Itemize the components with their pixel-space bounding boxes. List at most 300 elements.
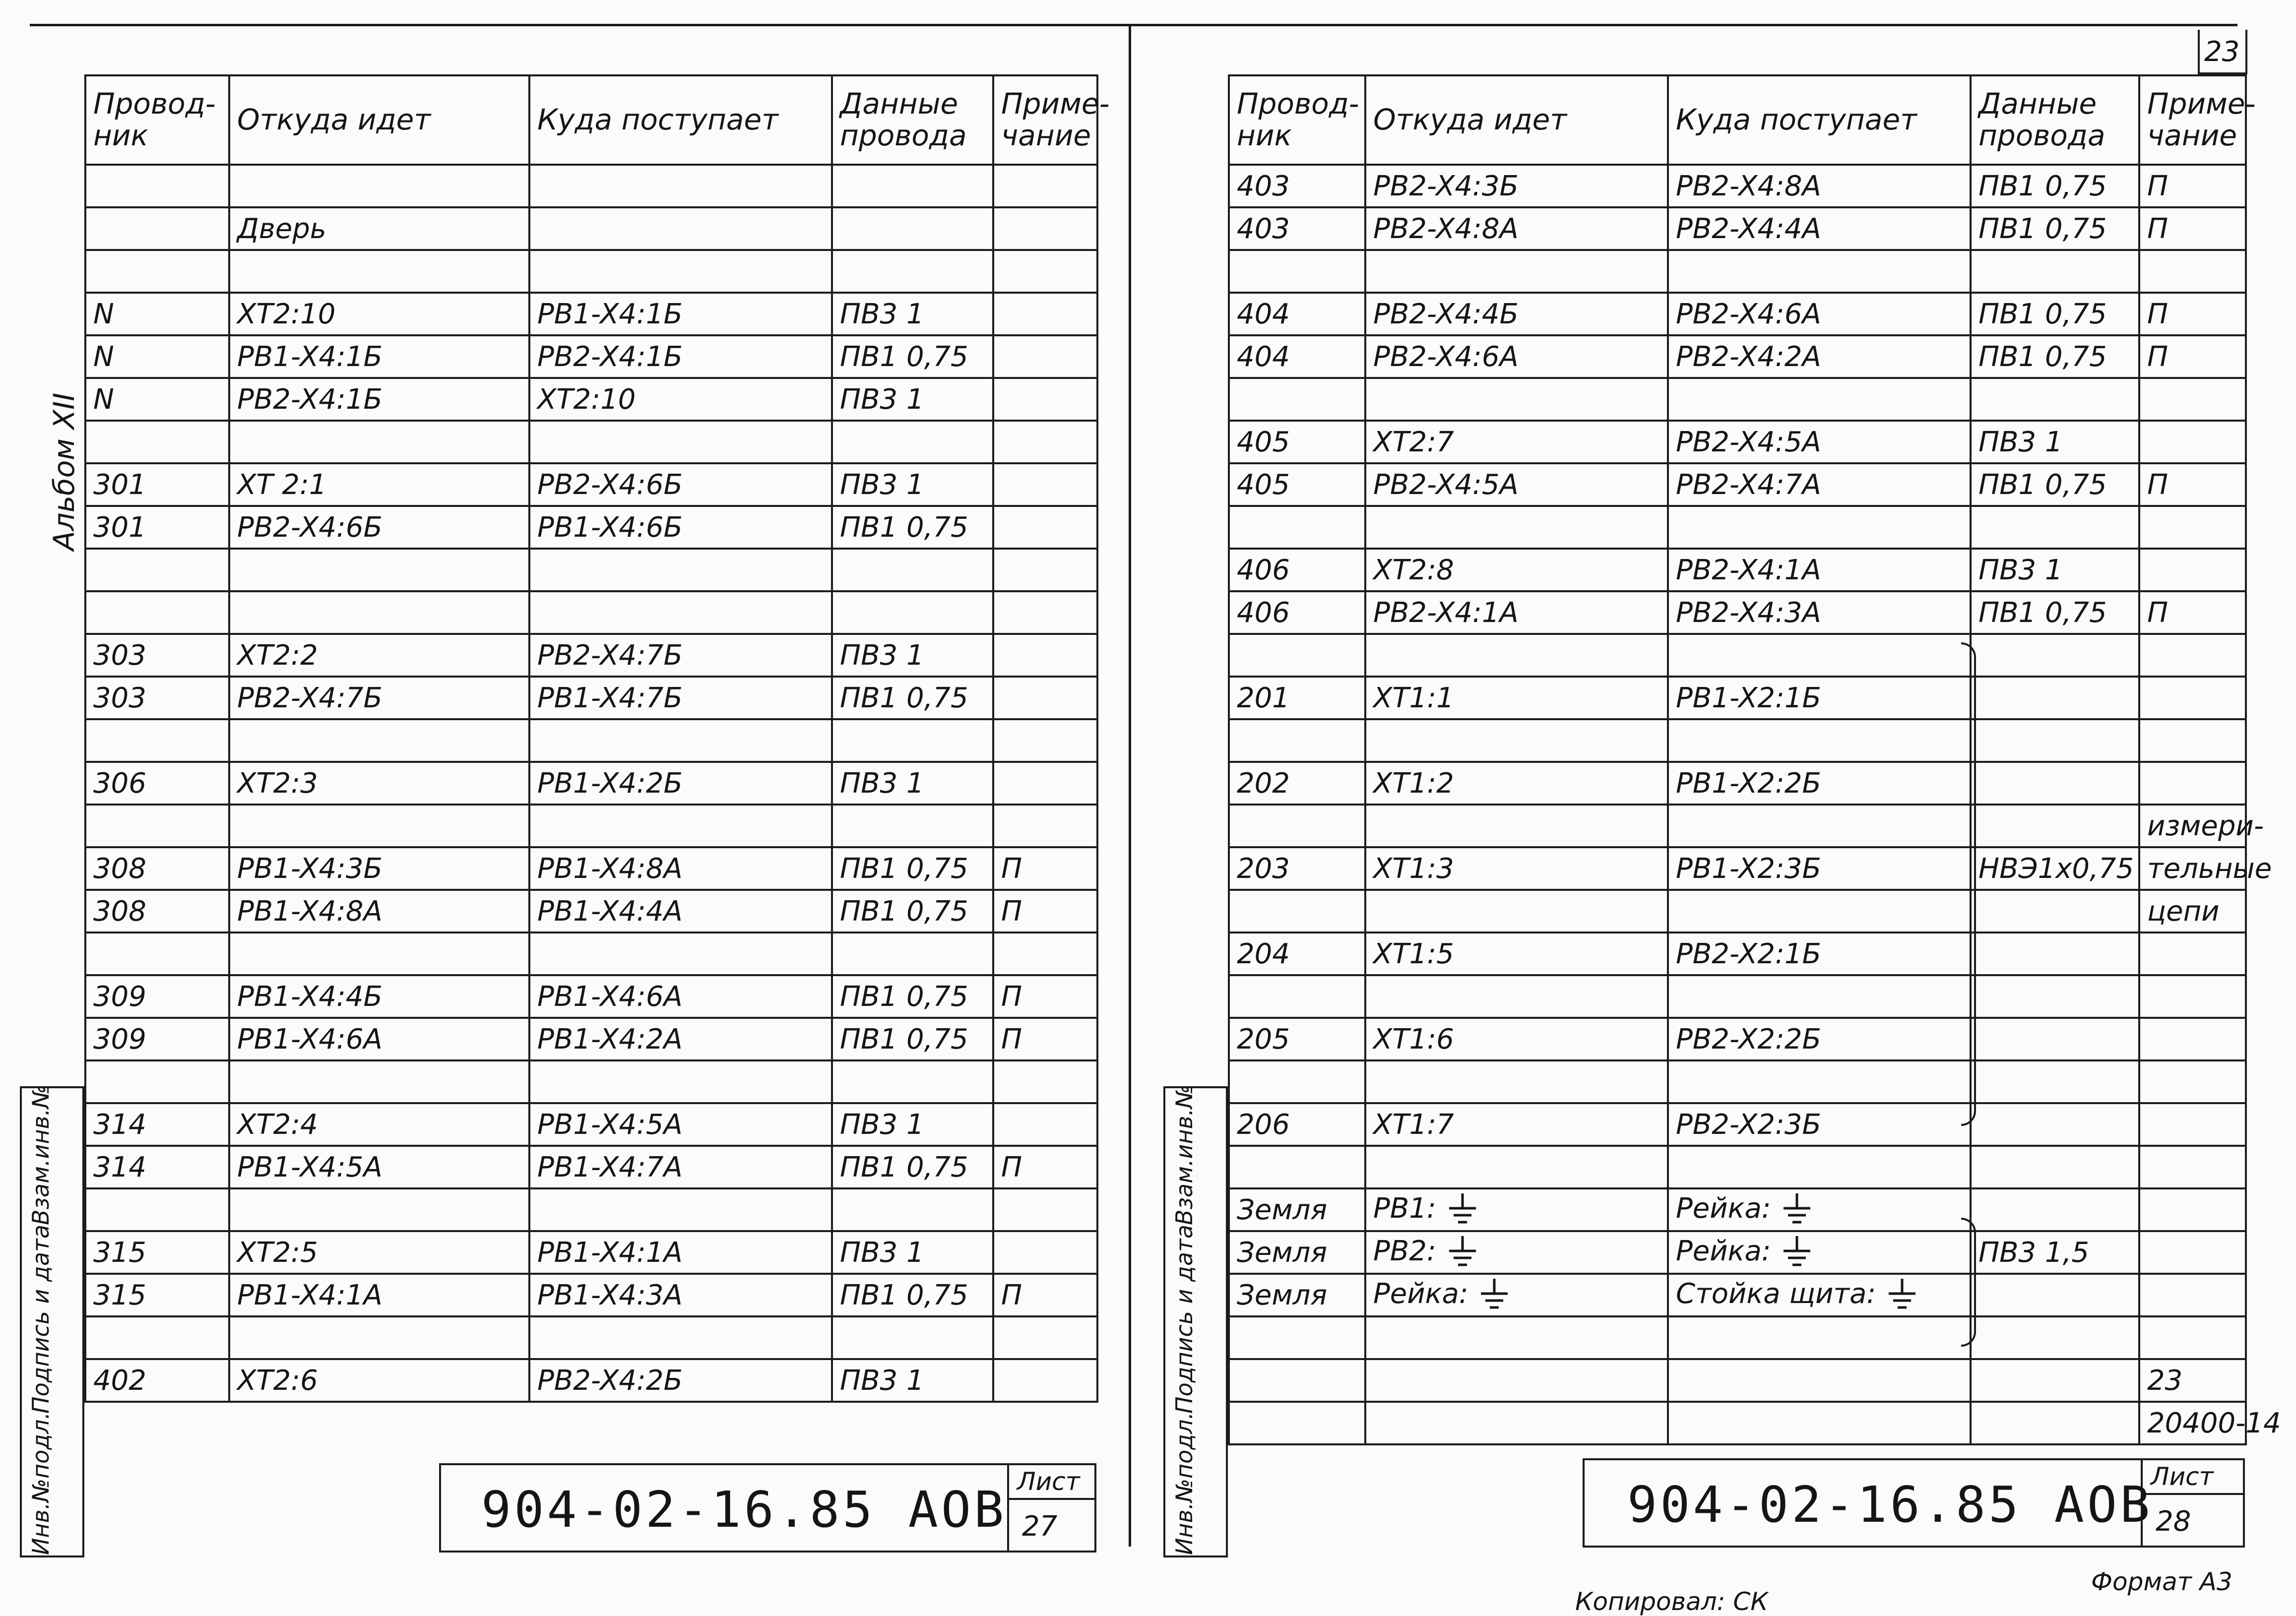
header-note: Приме-чание	[2139, 75, 2246, 165]
header-wire: Провод-ник	[85, 75, 229, 165]
cell-from	[229, 1103, 529, 1146]
cell-to	[529, 207, 832, 250]
cell-from-text: XT1:3	[1373, 852, 1454, 885]
table-row	[85, 762, 1097, 805]
right-sheet	[1171, 36, 2281, 1616]
table-row	[1229, 1018, 2246, 1060]
cell-wire	[85, 207, 229, 250]
cell-wire-text: 404	[1237, 340, 1290, 373]
cell-to	[1668, 1146, 1971, 1188]
cell-to-text: Рейка:	[1676, 1192, 1771, 1225]
cell-note	[993, 549, 1097, 591]
cell-wire-data	[832, 975, 993, 1018]
cell-wire	[85, 1188, 229, 1231]
cell-wire-data	[832, 932, 993, 975]
cell-wire-text: 202	[1237, 767, 1290, 800]
cell-from-text: PB1-X4:4Б	[237, 980, 383, 1013]
cell-note	[993, 335, 1097, 378]
cell-note	[2139, 335, 2246, 378]
cell-wire-data-text: ПВ1 0,75	[840, 1279, 968, 1311]
cell-to-text: PB2-X4:3A	[1676, 596, 1821, 629]
cell-wire-data-text: ПВ1 0,75	[1978, 298, 2107, 330]
cell-wire-text: 308	[93, 852, 146, 885]
cell-from-text: XT2:8	[1373, 554, 1454, 586]
cell-wire-data-text: ПВ1 0,75	[840, 980, 968, 1013]
cell-to	[529, 1274, 832, 1316]
cell-wire-data	[832, 293, 993, 335]
cell-wire-text: 402	[93, 1364, 146, 1397]
cell-wire-data	[832, 335, 993, 378]
cell-to	[1668, 207, 1971, 250]
left-title-divider	[1007, 1463, 1009, 1553]
cell-to	[529, 847, 832, 890]
cell-wire	[1229, 421, 1365, 463]
cell-wire-text: 204	[1237, 937, 1290, 970]
table-row	[85, 250, 1097, 293]
cell-to	[529, 335, 832, 378]
cell-from-text: PB2-X4:6A	[1373, 340, 1519, 373]
table-row	[1229, 890, 2246, 932]
cell-wire-data-text: ПВ1 0,75	[840, 1151, 968, 1183]
cell-note	[993, 421, 1097, 463]
cell-wire	[1229, 165, 1365, 207]
cell-from-text: PB2-X4:4Б	[1373, 298, 1519, 330]
ground-icon	[1780, 1192, 1814, 1227]
cell-wire	[1229, 335, 1365, 378]
cell-to	[1668, 847, 1971, 890]
cell-wire-text: 403	[1237, 170, 1290, 202]
cell-wire-data	[1971, 932, 2139, 975]
cell-from	[229, 762, 529, 805]
right-stamp-replace: Взам.инв.№	[1171, 1084, 1198, 1225]
cell-to	[1668, 506, 1971, 549]
top-frame-line	[30, 24, 2237, 26]
header-to: Куда поступает	[529, 75, 832, 165]
cell-wire-data-text: ПВ3 1	[1978, 554, 2063, 586]
cell-from	[1365, 1188, 1668, 1231]
cell-wire-data	[1971, 335, 2139, 378]
cell-wire-data	[832, 506, 993, 549]
cell-wire-data	[832, 1231, 993, 1274]
cell-to	[529, 506, 832, 549]
cell-from	[1365, 677, 1668, 719]
cell-to	[1668, 1018, 1971, 1060]
cell-to	[529, 719, 832, 762]
cell-wire-data	[1971, 549, 2139, 591]
cell-from-text: PB1-X4:6A	[237, 1023, 383, 1056]
cell-from	[229, 463, 529, 506]
cell-wire	[1229, 506, 1365, 549]
cell-wire-data	[1971, 762, 2139, 805]
cell-from-text: PB2-X4:1A	[1373, 596, 1519, 629]
cell-from-text: XT1:7	[1373, 1108, 1454, 1141]
cell-to	[1668, 1188, 1971, 1231]
cell-to	[529, 1188, 832, 1231]
table-row	[1229, 165, 2246, 207]
cell-wire-text: N	[93, 383, 114, 416]
table-row	[85, 1060, 1097, 1103]
cell-wire-data	[832, 1359, 993, 1402]
cell-wire	[1229, 1231, 1365, 1274]
cell-wire	[1229, 932, 1365, 975]
cell-wire-data-text: ПВ1 0,75	[840, 1023, 968, 1056]
cell-wire-text: 406	[1237, 554, 1290, 586]
cell-to-text: PB1-X4:6A	[537, 980, 683, 1013]
header-wire: Провод-ник	[1229, 75, 1365, 165]
cell-note	[993, 762, 1097, 805]
cell-to-text: PB1-X4:3A	[537, 1279, 683, 1311]
cell-note	[993, 847, 1097, 890]
cell-to-text: PB2-X4:1A	[1676, 554, 1821, 586]
table-row	[1229, 677, 2246, 719]
cell-from	[1365, 890, 1668, 932]
left-stamp-sign: Подпись и дата	[27, 1224, 54, 1414]
cell-to	[1668, 762, 1971, 805]
table-row	[1229, 1060, 2246, 1103]
cell-wire-data	[1971, 1316, 2139, 1359]
cell-wire	[1229, 1060, 1365, 1103]
left-stamp-replace: Взам.инв.№	[27, 1084, 54, 1225]
cell-note-text: П	[2147, 212, 2168, 245]
cell-note-text: П	[1001, 1279, 1022, 1311]
cell-note	[993, 207, 1097, 250]
cell-to	[1668, 293, 1971, 335]
cell-from	[1365, 1103, 1668, 1146]
cell-note	[2139, 719, 2246, 762]
cell-wire	[85, 1316, 229, 1359]
cell-from	[1365, 762, 1668, 805]
cell-wire-text: 306	[93, 767, 146, 800]
cell-from-text: XT2:10	[237, 298, 336, 330]
cell-note-text: измери-	[2147, 809, 2264, 842]
left-sheet-number: 27	[1022, 1510, 1058, 1543]
cell-wire-data-text: ПВ3 1	[840, 639, 924, 672]
format-label: Формат А3	[2091, 1567, 2232, 1596]
cell-to-text: PB2-X4:8A	[1676, 170, 1821, 202]
cell-wire-text: 301	[93, 511, 146, 544]
right-table-body	[1229, 165, 2281, 1444]
cell-from	[1365, 1146, 1668, 1188]
cell-from	[1365, 634, 1668, 677]
cell-wire-data	[1971, 1231, 2139, 1274]
cell-wire-data	[832, 890, 993, 932]
cell-to-text: PB2-X2:2Б	[1676, 1023, 1821, 1056]
cell-from	[229, 421, 529, 463]
cell-from-text: PB2-X4:3Б	[1373, 170, 1519, 202]
cell-wire	[1229, 634, 1365, 677]
cell-note	[993, 1103, 1097, 1146]
table-row	[85, 1018, 1097, 1060]
cell-note	[993, 165, 1097, 207]
table-row	[1229, 506, 2246, 549]
table-row	[85, 421, 1097, 463]
cell-wire-data	[832, 1316, 993, 1359]
cell-wire-text: 406	[1237, 596, 1290, 629]
cell-wire-data	[1971, 805, 2139, 847]
table-row	[1229, 975, 2246, 1018]
cell-from-text: XT2:4	[237, 1108, 318, 1141]
table-row	[1229, 847, 2246, 890]
cell-wire	[1229, 250, 1365, 293]
table-row	[85, 1316, 1097, 1359]
cell-wire	[1229, 890, 1365, 932]
cell-wire	[85, 975, 229, 1018]
cell-from	[1365, 719, 1668, 762]
cell-wire-data	[832, 591, 993, 634]
cell-note	[2139, 506, 2246, 549]
cell-from	[229, 1146, 529, 1188]
cell-wire-data	[1971, 1018, 2139, 1060]
cell-wire	[85, 1103, 229, 1146]
cell-from	[229, 293, 529, 335]
cell-from-text: PB1-X4:1Б	[237, 340, 383, 373]
cell-note	[2139, 890, 2246, 932]
table-row	[1229, 293, 2246, 335]
cell-wire-data-text: ПВ3 1	[840, 1108, 924, 1141]
cell-to-text: PB2-X2:1Б	[1676, 937, 1821, 970]
cell-to-text: XT2:10	[537, 383, 636, 416]
cell-wire-data-text: ПВ3 1	[840, 1236, 924, 1269]
cell-from-text: PB1:	[1373, 1192, 1436, 1225]
cell-to	[529, 805, 832, 847]
cell-from	[1365, 421, 1668, 463]
cell-wire-data	[1971, 890, 2139, 932]
cell-wire	[85, 293, 229, 335]
cell-wire-data	[1971, 378, 2139, 421]
cell-from-text: PB1-X4:5A	[237, 1151, 383, 1183]
cell-to	[529, 677, 832, 719]
cell-wire-data	[1971, 1274, 2139, 1316]
cell-to-text: PB1-X4:7Б	[537, 682, 683, 714]
cell-wire-data	[1971, 719, 2139, 762]
cell-wire-data-text: НВЭ1х0,75	[1978, 852, 2134, 885]
cell-from-text: XT2:2	[237, 639, 318, 672]
cell-from	[1365, 591, 1668, 634]
cell-from-text: PB1-X4:8A	[237, 895, 383, 928]
cell-from	[1365, 1274, 1668, 1316]
table-row	[85, 890, 1097, 932]
table-row	[1229, 591, 2246, 634]
ground-icon	[1780, 1235, 1814, 1270]
table-row	[85, 719, 1097, 762]
cell-wire	[85, 421, 229, 463]
cell-wire-data	[1971, 1188, 2139, 1231]
right-corner-page: 23	[2204, 36, 2240, 68]
table-row	[1229, 1402, 2246, 1444]
cell-from	[1365, 250, 1668, 293]
cell-wire-text: N	[93, 298, 114, 330]
cell-wire	[85, 762, 229, 805]
table-row	[85, 293, 1097, 335]
cell-wire-data	[1971, 506, 2139, 549]
left-stamp-inv: Инв.№подл.	[27, 1412, 54, 1555]
cell-from-text: XT1:5	[1373, 937, 1454, 970]
cell-note	[993, 1231, 1097, 1274]
cell-to-text: PB2-X4:6A	[1676, 298, 1821, 330]
cell-to-text: PB1-X2:2Б	[1676, 767, 1821, 800]
table-row	[1229, 335, 2246, 378]
cell-wire-data-text: ПВ1 0,75	[840, 895, 968, 928]
album-label: Альбом XII	[47, 392, 81, 551]
cell-note	[2139, 634, 2246, 677]
cell-note	[2139, 421, 2246, 463]
table-row	[85, 207, 1097, 250]
cell-wire-data	[832, 634, 993, 677]
cell-from	[229, 165, 529, 207]
cell-from	[229, 1060, 529, 1103]
cell-from	[229, 1231, 529, 1274]
measuring-circuits-brace	[1961, 642, 1976, 1126]
header-from: Откуда идет	[229, 75, 529, 165]
cell-wire-data	[832, 463, 993, 506]
cell-from	[229, 1359, 529, 1402]
cell-to	[1668, 1359, 1971, 1402]
cell-note-text: П	[2147, 468, 2168, 501]
cell-wire-data	[832, 549, 993, 591]
table-row	[85, 1274, 1097, 1316]
cell-to	[1668, 634, 1971, 677]
cell-wire	[1229, 1188, 1365, 1231]
cell-wire-data	[832, 207, 993, 250]
cell-wire	[85, 932, 229, 975]
cell-from-text: PB1-X4:1A	[237, 1279, 383, 1311]
cell-to-text: PB2-X4:5A	[1676, 426, 1821, 458]
header-wire-data: Данные провода	[832, 75, 993, 165]
cell-to	[529, 250, 832, 293]
cell-note-text: 20400-14	[2147, 1407, 2281, 1439]
cell-wire-data	[832, 250, 993, 293]
table-row	[1229, 1103, 2246, 1146]
cell-to	[1668, 719, 1971, 762]
cell-wire-text: 315	[93, 1279, 146, 1311]
table-row	[85, 335, 1097, 378]
right-stamp-inv: Инв.№подл.	[1171, 1412, 1198, 1555]
right-sheet-number: 28	[2156, 1505, 2191, 1538]
cell-from	[1365, 207, 1668, 250]
cell-wire-text: 403	[1237, 212, 1290, 245]
cell-note	[993, 506, 1097, 549]
cell-note-text: 23	[2147, 1364, 2183, 1397]
cell-note	[2139, 1103, 2246, 1146]
cell-wire-data	[832, 719, 993, 762]
cell-to	[1668, 591, 1971, 634]
cell-note	[993, 250, 1097, 293]
table-row	[1229, 1274, 2246, 1316]
cell-from	[229, 975, 529, 1018]
cell-note	[993, 890, 1097, 932]
cell-wire-data	[1971, 1359, 2139, 1402]
cell-note	[993, 932, 1097, 975]
cell-to	[529, 378, 832, 421]
cell-wire-text: 301	[93, 468, 146, 501]
cell-note	[2139, 1146, 2246, 1188]
cell-to-text: Стойка щита:	[1676, 1277, 1876, 1310]
cell-wire-data-text: ПВ1 0,75	[1978, 212, 2107, 245]
table-row	[1229, 1316, 2246, 1359]
cell-wire-data	[1971, 207, 2139, 250]
cell-to	[529, 1231, 832, 1274]
cell-wire-text: 303	[93, 682, 146, 714]
cell-note	[2139, 975, 2246, 1018]
cell-wire	[1229, 762, 1365, 805]
cell-from	[229, 634, 529, 677]
cell-wire-text: N	[93, 340, 114, 373]
cell-wire-text: 303	[93, 639, 146, 672]
cell-note	[2139, 293, 2246, 335]
cell-to	[529, 762, 832, 805]
cell-wire-data	[832, 1188, 993, 1231]
cell-wire-data	[1971, 1146, 2139, 1188]
cell-wire	[1229, 1146, 1365, 1188]
cell-to-text: Рейка:	[1676, 1235, 1771, 1267]
cell-from	[1365, 378, 1668, 421]
cell-from	[229, 1018, 529, 1060]
cell-from	[229, 207, 529, 250]
cell-wire	[85, 591, 229, 634]
cell-wire-data	[1971, 421, 2139, 463]
cell-note-text: П	[1001, 1151, 1022, 1183]
table-row	[85, 591, 1097, 634]
cell-note	[2139, 1231, 2246, 1274]
cell-to-text: PB2-X4:6Б	[537, 468, 683, 501]
cell-to	[1668, 378, 1971, 421]
right-sheet-label: Лист	[2151, 1462, 2214, 1491]
cell-wire	[85, 250, 229, 293]
cell-wire	[1229, 1359, 1365, 1402]
cell-wire-text: 314	[93, 1108, 146, 1141]
cell-to-text: PB1-X4:7A	[537, 1151, 683, 1183]
cell-from	[1365, 847, 1668, 890]
cell-from	[229, 805, 529, 847]
cell-wire	[85, 1231, 229, 1274]
table-row	[1229, 1359, 2246, 1402]
cell-to-text: PB2-X4:1Б	[537, 340, 683, 373]
cell-wire	[1229, 677, 1365, 719]
cell-note	[993, 805, 1097, 847]
cell-wire-data	[1971, 1402, 2139, 1444]
cell-from-text: PB2:	[1373, 1235, 1436, 1267]
cell-from	[229, 591, 529, 634]
cell-note-text: тельные	[2147, 852, 2272, 885]
cell-from	[1365, 549, 1668, 591]
cell-from	[229, 506, 529, 549]
cell-note	[2139, 378, 2246, 421]
cell-wire-text: Земля	[1237, 1193, 1328, 1226]
cell-note	[993, 293, 1097, 335]
cell-from	[1365, 1231, 1668, 1274]
right-stamp-sign: Подпись и дата	[1171, 1224, 1198, 1414]
cell-wire-data	[1971, 634, 2139, 677]
cell-from-text: XT 2:1	[237, 468, 327, 501]
cell-note	[2139, 847, 2272, 890]
table-header-row	[85, 75, 1097, 165]
cell-note-text: П	[1001, 895, 1022, 928]
cell-wire-data	[832, 165, 993, 207]
cell-to-text: PB1-X4:1A	[537, 1236, 683, 1269]
cell-note	[993, 1188, 1097, 1231]
cell-to	[529, 1316, 832, 1359]
cell-from	[1365, 1359, 1668, 1402]
cell-from	[229, 932, 529, 975]
cell-to	[529, 1060, 832, 1103]
cell-to	[529, 975, 832, 1018]
ground-icon	[1477, 1278, 1512, 1312]
cell-to-text: PB2-X4:4A	[1676, 212, 1821, 245]
cell-wire	[1229, 719, 1365, 762]
cell-note	[2139, 1018, 2246, 1060]
cell-to	[529, 591, 832, 634]
cell-from-text: Дверь	[237, 212, 326, 245]
